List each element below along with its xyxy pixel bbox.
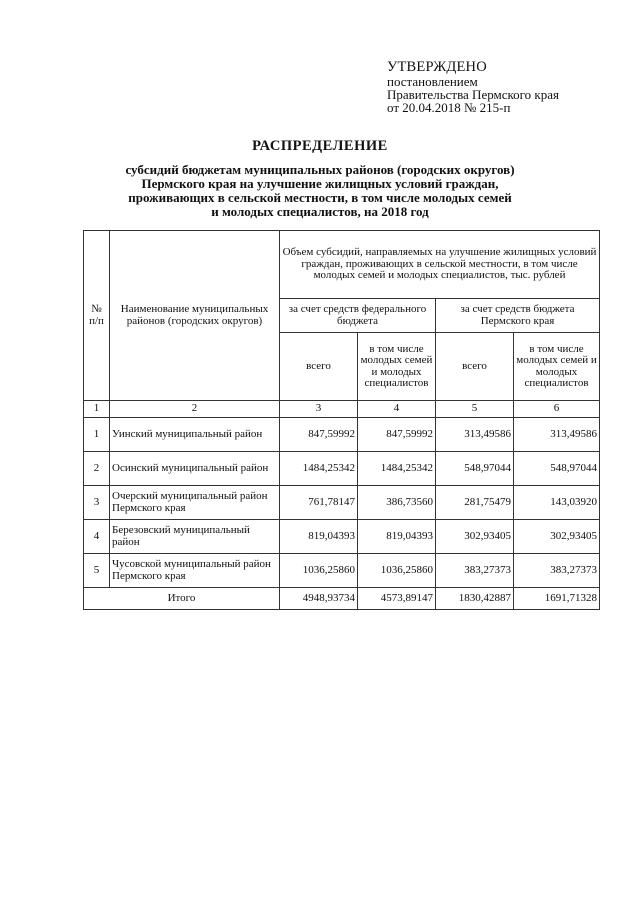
header-federal-young: в том числе молодых семей и молодых специалистов	[358, 333, 436, 401]
index-cell: 3	[280, 401, 358, 418]
subsidy-table	[83, 230, 600, 610]
row-federal-young: 847,59992	[358, 418, 436, 452]
title-line-4: и молодых специалистов, на 2018 год	[211, 204, 429, 219]
approval-line-1: постановлением	[387, 74, 478, 89]
row-number: 2	[84, 452, 110, 486]
row-number: 4	[84, 520, 110, 554]
header-regional-all: всего	[436, 333, 514, 401]
row-number: 1	[84, 418, 110, 452]
row-district: Осинский муниципальный район	[110, 452, 280, 486]
row-district: Очерский муниципальный район Пермского края	[110, 486, 280, 520]
header-regional-young: в том числе молодых семей и молодых специалистов	[514, 333, 600, 401]
approval-block	[387, 60, 627, 114]
row-district: Уинский муниципальный район	[110, 418, 280, 452]
title-line-2: Пермского края на улучшение жилищных условий граждан,	[141, 176, 499, 191]
title-main: РАСПРЕДЕЛЕНИЕ	[252, 138, 388, 154]
row-number: 3	[84, 486, 110, 520]
row-district: Березовский муниципальный район	[110, 520, 280, 554]
table-row	[84, 418, 600, 452]
row-regional-all: 281,75479	[436, 486, 514, 520]
header-num: № п/п	[84, 231, 110, 401]
row-federal-all: 761,78147	[280, 486, 358, 520]
row-federal-all: 1484,25342	[280, 452, 358, 486]
table-row	[84, 520, 600, 554]
row-regional-young: 383,27373	[514, 554, 600, 588]
approval-heading: УТВЕРЖДЕНО	[387, 59, 487, 75]
header-regional: за счет средств бюджета Пермского края	[436, 299, 600, 333]
header-federal-all: всего	[280, 333, 358, 401]
header-name: Наименование муниципальных районов (городских округов)	[110, 231, 280, 401]
total-federal-young: 4573,89147	[358, 588, 436, 610]
approval-line-2: Правительства Пермского края	[387, 87, 559, 102]
approval-line-3: от 20.04.2018 № 215-п	[387, 100, 511, 115]
header-federal: за счет средств федерального бюджета	[280, 299, 436, 333]
total-regional-young: 1691,71328	[514, 588, 600, 610]
row-regional-young: 143,03920	[514, 486, 600, 520]
row-federal-young: 386,73560	[358, 486, 436, 520]
title-line-1: субсидий бюджетам муниципальных районов (городских округов)	[125, 162, 515, 177]
row-district: Чусовской муниципальный район Пермского края	[110, 554, 280, 588]
row-federal-young: 1036,25860	[358, 554, 436, 588]
title-line-3: проживающих в сельской местности, в том числе молодых семей	[128, 190, 512, 205]
row-regional-all: 313,49586	[436, 418, 514, 452]
row-regional-all: 302,93405	[436, 520, 514, 554]
table-row	[84, 486, 600, 520]
total-regional-all: 1830,42887	[436, 588, 514, 610]
row-federal-young: 819,04393	[358, 520, 436, 554]
table-row	[84, 554, 600, 588]
row-federal-all: 819,04393	[280, 520, 358, 554]
total-row	[84, 588, 600, 610]
row-regional-young: 548,97044	[514, 452, 600, 486]
row-regional-all: 548,97044	[436, 452, 514, 486]
index-cell: 1	[84, 401, 110, 418]
row-federal-all: 847,59992	[280, 418, 358, 452]
index-cell: 2	[110, 401, 280, 418]
row-number: 5	[84, 554, 110, 588]
index-cell: 6	[514, 401, 600, 418]
total-federal-all: 4948,93734	[280, 588, 358, 610]
row-regional-young: 302,93405	[514, 520, 600, 554]
row-federal-young: 1484,25342	[358, 452, 436, 486]
header-total: Объем субсидий, направляемых на улучшение жилищных условий граждан, проживающих в сельской местности, в том числе молодых семей и молодых специалистов, тыс. рублей	[280, 231, 600, 299]
row-regional-all: 383,27373	[436, 554, 514, 588]
table-row	[84, 452, 600, 486]
total-label: Итого	[84, 588, 280, 610]
row-federal-all: 1036,25860	[280, 554, 358, 588]
column-index-row	[84, 401, 600, 418]
document-title	[60, 138, 580, 219]
index-cell: 4	[358, 401, 436, 418]
index-cell: 5	[436, 401, 514, 418]
row-regional-young: 313,49586	[514, 418, 600, 452]
